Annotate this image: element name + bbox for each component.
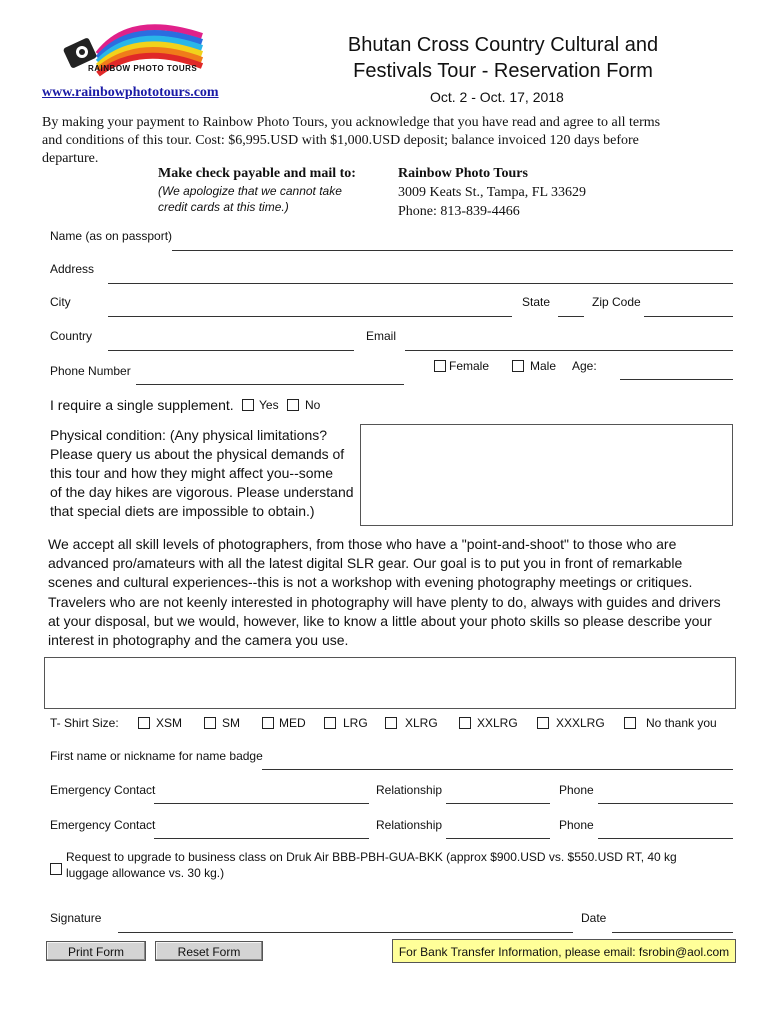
apology-line-1: (We apologize that we cannot take <box>158 184 342 198</box>
page-title-line-2: Festivals Tour - Reservation Form <box>353 60 653 82</box>
intro-line-1: By making your payment to Rainbow Photo Tours, you acknowledge that you have read and agree to all terms <box>42 115 661 130</box>
reset-form-button[interactable]: Reset Form <box>155 941 263 961</box>
tshirt-lrg-checkbox[interactable] <box>324 717 336 729</box>
relationship-1-input[interactable] <box>446 803 550 804</box>
upgrade-line-2: luggage allowance vs. 30 kg.) <box>66 866 225 880</box>
physical-line: of the day hikes are vigorous. Please understand <box>50 484 354 500</box>
mail-heading: Make check payable and mail to: <box>158 166 356 181</box>
tshirt-size-label: XXXLRG <box>556 716 605 730</box>
country-label: Country <box>50 329 93 343</box>
signature-input[interactable] <box>118 932 573 933</box>
tshirt-size-label: XLRG <box>405 716 438 730</box>
badge-name-input[interactable] <box>262 769 733 770</box>
tshirt-sm-checkbox[interactable] <box>204 717 216 729</box>
company-phone: Phone: 813-839-4466 <box>398 204 520 219</box>
supplement-yes-label: Yes <box>259 398 279 412</box>
tshirt-size-label: MED <box>279 716 306 730</box>
physical-condition-text <box>50 426 354 521</box>
female-label: Female <box>449 359 490 373</box>
print-form-button[interactable]: Print Form <box>46 941 146 961</box>
state-input[interactable] <box>558 316 584 317</box>
age-label: Age: <box>572 359 597 373</box>
tour-dates: Oct. 2 - Oct. 17, 2018 <box>430 89 564 105</box>
company-name: Rainbow Photo Tours <box>398 166 528 181</box>
date-input[interactable] <box>612 932 733 933</box>
tshirt-size-label: XXLRG <box>477 716 518 730</box>
tshirt-xlrg-checkbox[interactable] <box>385 717 397 729</box>
physical-line: this tour and how they might affect you--some <box>50 465 333 481</box>
female-checkbox[interactable] <box>434 360 446 372</box>
country-input[interactable] <box>108 350 354 351</box>
company-logo <box>60 14 210 86</box>
tshirt-xxlrg-checkbox[interactable] <box>459 717 471 729</box>
emergency-contact-label: Emergency Contact <box>50 783 156 797</box>
tshirt-label: T- Shirt Size: <box>50 716 119 730</box>
website-link[interactable]: www.rainbowphototours.com <box>42 85 219 100</box>
bank-transfer-info: For Bank Transfer Information, please email: fsrobin@aol.com <box>392 939 736 963</box>
tshirt-none-checkbox[interactable] <box>624 717 636 729</box>
company-address: 3009 Keats St., Tampa, FL 33629 <box>398 185 587 200</box>
zip-label: Zip Code <box>592 295 641 309</box>
upgrade-line-1: Request to upgrade to business class on Druk Air BBB-PBH-GUA-BKK (approx $900.USD vs. $550.USD RT, 40 kg <box>66 850 677 864</box>
tshirt-size-label: LRG <box>343 716 368 730</box>
city-input[interactable] <box>108 316 512 317</box>
supplement-no-label: No <box>305 398 321 412</box>
physical-condition-textarea[interactable] <box>360 424 733 526</box>
emergency-phone-label: Phone <box>559 783 594 797</box>
page-title-line-1: Bhutan Cross Country Cultural and <box>347 34 659 56</box>
male-checkbox[interactable] <box>512 360 524 372</box>
skills-line: We accept all skill levels of photographers, from those who have a "point-and-shoot" to those who are <box>48 536 677 552</box>
phone-label: Phone Number <box>50 364 131 378</box>
emergency-contact-1-input[interactable] <box>154 803 369 804</box>
name-input[interactable] <box>172 250 733 251</box>
upgrade-checkbox[interactable] <box>50 863 62 875</box>
email-label: Email <box>366 329 397 343</box>
emergency-phone-label: Phone <box>559 818 594 832</box>
state-label: State <box>522 295 551 309</box>
tshirt-xsm-checkbox[interactable] <box>138 717 150 729</box>
address-input[interactable] <box>108 283 733 284</box>
skills-line: interest in photography and the camera you use. <box>48 632 349 649</box>
tshirt-size-label: No thank you <box>646 716 717 730</box>
tshirt-xxxlrg-checkbox[interactable] <box>537 717 549 729</box>
emergency-contact-2-input[interactable] <box>154 838 369 839</box>
relationship-2-input[interactable] <box>446 838 550 839</box>
skills-line: scenes and cultural experiences--this is not a workshop with evening photography meetings or critiques. <box>48 574 693 591</box>
physical-line: that special diets are impossible to obtain.) <box>50 503 315 519</box>
supplement-yes-checkbox[interactable] <box>242 399 254 411</box>
intro-line-2: and conditions of this tour. Cost: $6,995.USD with $1,000.USD deposit; balance invoiced 120 days before <box>42 133 639 148</box>
email-input[interactable] <box>405 350 733 351</box>
apology-line-2: credit cards at this time.) <box>158 200 289 214</box>
physical-line: Please query us about the physical demands of <box>50 446 345 462</box>
address-label: Address <box>50 262 95 276</box>
skills-line: Travelers who are not keenly interested in photography will have plenty to do, always with guides and drivers <box>48 593 721 610</box>
city-label: City <box>50 295 71 309</box>
phone-input[interactable] <box>136 384 404 385</box>
supplement-no-checkbox[interactable] <box>287 399 299 411</box>
skills-line: at your disposal, but we would, however, like to know a little about your photo skills so please describe your <box>48 612 712 629</box>
skills-line: advanced pro/amateurs with all the latest digital SLR gear. Our goal is to put you in front of remarkable <box>48 555 683 572</box>
skills-text <box>48 535 721 650</box>
signature-label: Signature <box>50 911 102 925</box>
tshirt-med-checkbox[interactable] <box>262 717 274 729</box>
zip-input[interactable] <box>644 316 733 317</box>
tshirt-size-label: SM <box>222 716 240 730</box>
relationship-label: Relationship <box>376 818 443 832</box>
photo-interest-textarea[interactable] <box>44 657 736 709</box>
badge-name-label: First name or nickname for name badge <box>50 749 263 763</box>
tshirt-size-label: XSM <box>156 716 183 730</box>
date-label: Date <box>581 911 607 925</box>
relationship-label: Relationship <box>376 783 443 797</box>
name-label: Name (as on passport) <box>50 229 173 243</box>
intro-line-3: departure. <box>42 151 99 166</box>
male-label: Male <box>530 359 557 373</box>
emergency-phone-2-input[interactable] <box>598 838 733 839</box>
age-input[interactable] <box>620 379 733 380</box>
physical-line: Physical condition: (Any physical limitations? <box>50 427 328 443</box>
supplement-label: I require a single supplement. <box>50 397 234 413</box>
emergency-contact-label: Emergency Contact <box>50 818 156 832</box>
emergency-phone-1-input[interactable] <box>598 803 733 804</box>
logo-text: RAINBOW PHOTO TOURS <box>88 64 198 73</box>
